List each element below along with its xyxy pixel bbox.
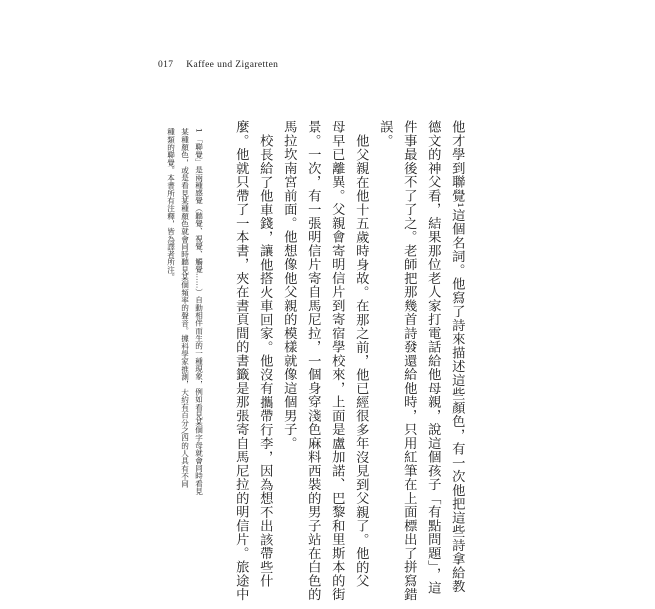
page-number: 017 — [158, 60, 174, 70]
text-column: 德文的神父看，結果那位老人家打電話給他母親，說這個孩子「有點問題」，這 — [425, 120, 441, 595]
running-head-title: Kaffee und Zigaretten — [186, 60, 279, 70]
text-column: 他父親在他十五歲時身故。在那之前，他已經很多年沒見到父親了。他的父 — [353, 134, 369, 588]
text-column: 母早已離異。父親會寄明信片到寄宿學校來，上面是盧加諾、巴黎和里斯本的街 — [329, 120, 345, 602]
text-column: 件事最後不了了之。老師把那幾首詩發還給他時，只用紅筆在上面標出了拼寫錯 — [401, 120, 417, 602]
text-column: 麼。他就只帶了一本書，夾在書頁間的書籤是那張寄自馬尼拉的明信片。旅途中 — [233, 120, 249, 602]
footnote-column: 種類的聯覺。本書所有注釋，皆為譯者所注。 — [166, 128, 176, 281]
running-head — [158, 60, 278, 70]
text-column: 校長給了他車錢，讓他搭火車回家。他沒有攜帶行李，因為想不出該帶些什 — [257, 134, 273, 588]
footnote-column: 1 「聯覺」是兩種感覺（聽覺、視覺、觸覺……）自動相伴而生的一種現象，例如看見某個字母就會同時看見 — [194, 128, 204, 495]
text-column: 誤。 — [377, 120, 393, 148]
text-column: 他才學到聯覺¹這個名詞。他寫了詩來描述這些顏色，有一次他把這些詩拿給教 — [449, 120, 465, 594]
text-column: 馬拉坎南宮前面。他想像他父親的模樣就像這個男子。 — [281, 120, 297, 450]
footnote-column: 某種顏色，或是看見某種顏色就會同時聽見某個頻率的聲音。據科學家推測，大約有百分之四的人具有不同 — [180, 128, 190, 488]
text-column: 景。一次，有一張明信片寄自馬尼拉，一個身穿淺色麻料西裝的男子站在白色的 — [305, 120, 321, 602]
